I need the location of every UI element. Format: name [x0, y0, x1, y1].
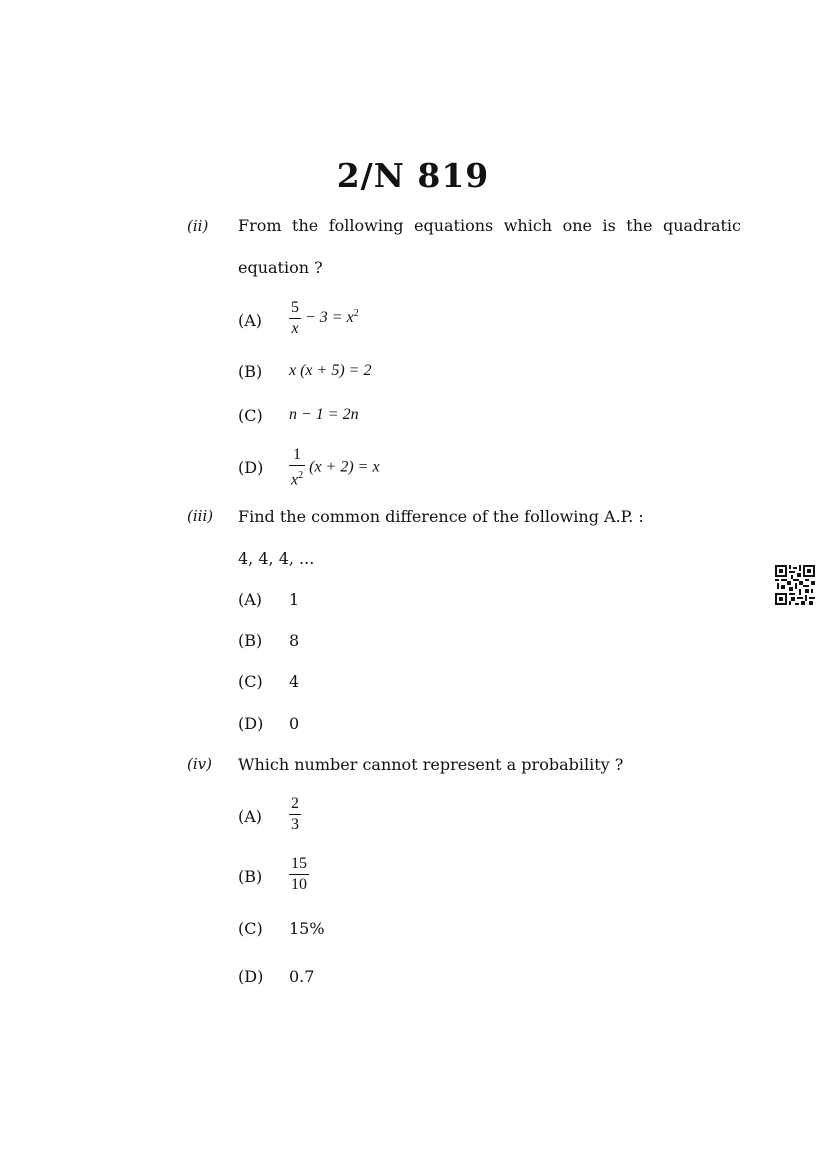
option-label-ii-c: (C) [238, 406, 263, 425]
exponent: 2 [298, 470, 304, 481]
denominator-base: x [291, 471, 299, 489]
option-label-ii-d: (D) [238, 458, 264, 477]
question-number-iv: (iv) [187, 755, 212, 773]
ap-sequence: 4, 4, 4, ... [238, 549, 315, 568]
option-label-iv-c: (C) [238, 919, 263, 938]
fraction-denominator: 10 [291, 876, 307, 893]
option-value-iii-c: 4 [289, 672, 300, 691]
option-value-ii-d [289, 445, 380, 490]
option-label-iii-b: (B) [238, 631, 263, 650]
fraction-numerator: 1 [289, 445, 305, 466]
fraction-denominator: x [291, 320, 299, 337]
option-value-iii-b: 8 [289, 631, 300, 650]
option-label-iii-d: (D) [238, 714, 264, 733]
fraction-denominator: 3 [291, 816, 299, 833]
option-value-iv-b [289, 854, 309, 895]
question-number-ii: (ii) [187, 217, 209, 235]
option-value-iv-d: 0.7 [289, 967, 315, 986]
equation-rest: (x + 2) = x [309, 458, 380, 476]
option-label-iv-a: (A) [238, 807, 263, 826]
option-value-ii-c: n − 1 = 2n [289, 406, 359, 423]
equation-rest: − 3 = x [305, 309, 354, 327]
option-label-iii-a: (A) [238, 590, 263, 609]
option-value-iv-c: 15% [289, 919, 325, 938]
question-text-iii: Find the common difference of the following A.P. : [238, 507, 644, 526]
option-label-iv-d: (D) [238, 967, 264, 986]
exponent: 2 [353, 307, 359, 319]
option-label-ii-a: (A) [238, 311, 263, 330]
option-value-iii-a: 1 [289, 590, 300, 609]
question-text-ii-line1: From the following equations which one is the quadratic [238, 216, 741, 235]
qr-code-icon [775, 565, 815, 605]
fraction-denominator [289, 466, 305, 490]
option-value-iii-d: 0 [289, 714, 300, 733]
page-code-title: 2/N 819 [336, 156, 490, 195]
option-value-ii-a [289, 298, 359, 339]
option-value-iv-a [289, 794, 301, 835]
fraction-numerator: 15 [289, 854, 309, 875]
fraction-numerator: 2 [289, 794, 301, 815]
question-number-iii: (iii) [187, 507, 214, 525]
option-label-iv-b: (B) [238, 867, 263, 886]
option-value-ii-b: x (x + 5) = 2 [289, 362, 372, 379]
fraction-numerator: 5 [289, 298, 301, 319]
question-text-iv: Which number cannot represent a probability ? [238, 755, 624, 774]
question-text-ii-line2: equation ? [238, 258, 323, 277]
option-label-iii-c: (C) [238, 672, 263, 691]
option-label-ii-b: (B) [238, 362, 263, 381]
